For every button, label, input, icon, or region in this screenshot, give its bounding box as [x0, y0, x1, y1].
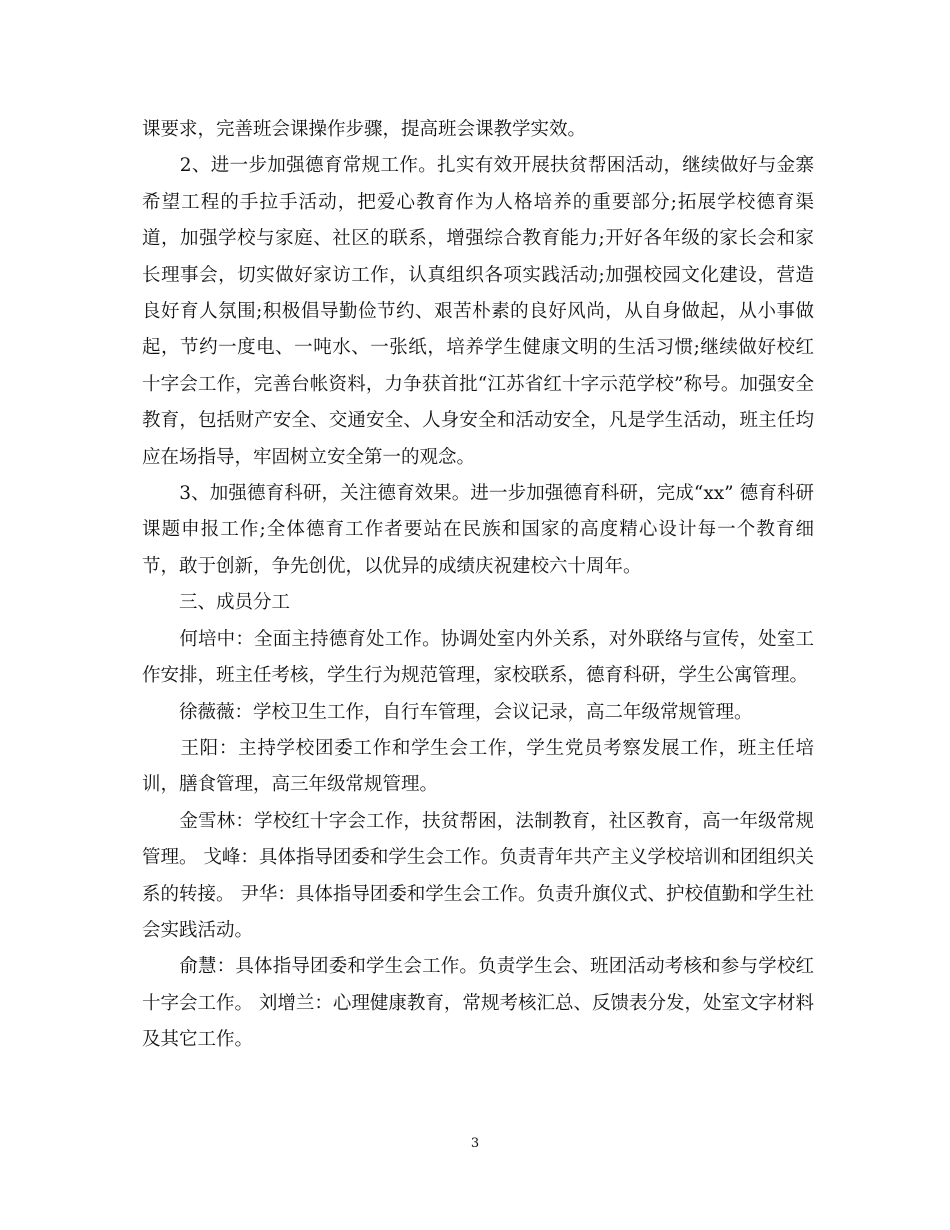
paragraph-jin-xuelin: 金雪林：学校红十字会工作，扶贫帮困，法制教育，社区教育，高一年级常规管理。 戈峰：具体指导团委和学生会工作。负责青年共产主义学校培训和团组织关系的转接。 尹华：具体指导团委和学生会工作。负责升旗仪式、护校值勤和学生社会实践活动。 [142, 810, 814, 941]
document-body [142, 112, 814, 1059]
paragraph-moral-routine-work: 2、进一步加强德育常规工作。扎实有效开展扶贫帮困活动，继续做好与金寨希望工程的手拉手活动，把爱心教育作为人格培养的重要部分;拓展学校德育渠道，加强学校与家庭、社区的联系，增强综合教育能力;开好各年级的家长会和家长理事会，切实做好家访工作，认真组织各项实践活动;加强校园文化建设，营造良好育人氛围;积极倡导勤俭节约、艰苦朴素的良好风尚，从自身做起，从小事做起，节约一度电、一吨水、一张纸，培养学生健康文明的生活习惯;继续做好校红十字会工作，完善台帐资料，力争获首批“江苏省红十字示范学校”称号。加强安全教育，包括财产安全、交通安全、人身安全和活动安全，凡是学生活动，班主任均应在场指导，牢固树立安全第一的观念。 [142, 155, 814, 468]
paragraph-yu-hui: 俞慧：具体指导团委和学生会工作。负责学生会、班团活动考核和参与学校红十字会工作。 刘增兰：心理健康教育，常规考核汇总、反馈表分发，处室文字材料及其它工作。 [142, 956, 814, 1051]
section-heading-member-duties: 三、成员分工 [142, 592, 291, 614]
paragraph-he-peizhong: 何培中：全面主持德育处工作。协调处室内外关系，对外联络与宣传，处室工作安排，班主任考核，学生行为规范管理，家校联系，德育科研，学生公寓管理。 [142, 628, 814, 687]
paragraph-wang-yang: 王阳：主持学校团委工作和学生会工作，学生党员考察发展工作，班主任培训，膳食管理，高三年级常规管理。 [142, 737, 814, 796]
paragraph-xu-weiwei: 徐薇薇：学校卫生工作，自行车管理，会议记录，高二年级常规管理。 [142, 701, 753, 723]
page-number: 3 [470, 1136, 480, 1151]
paragraph-moral-research: 3、加强德育科研，关注德育效果。进一步加强德育科研，完成“xx” 德育科研课题申报工作;全体德育工作者要站在民族和国家的高度精心设计每一个教育细节，敢于创新，争先创优，以优异的成绩庆祝建校六十周年。 [142, 483, 814, 577]
paragraph-continuation: 课要求，完善班会课操作步骤，提高班会课教学实效。 [142, 119, 587, 140]
